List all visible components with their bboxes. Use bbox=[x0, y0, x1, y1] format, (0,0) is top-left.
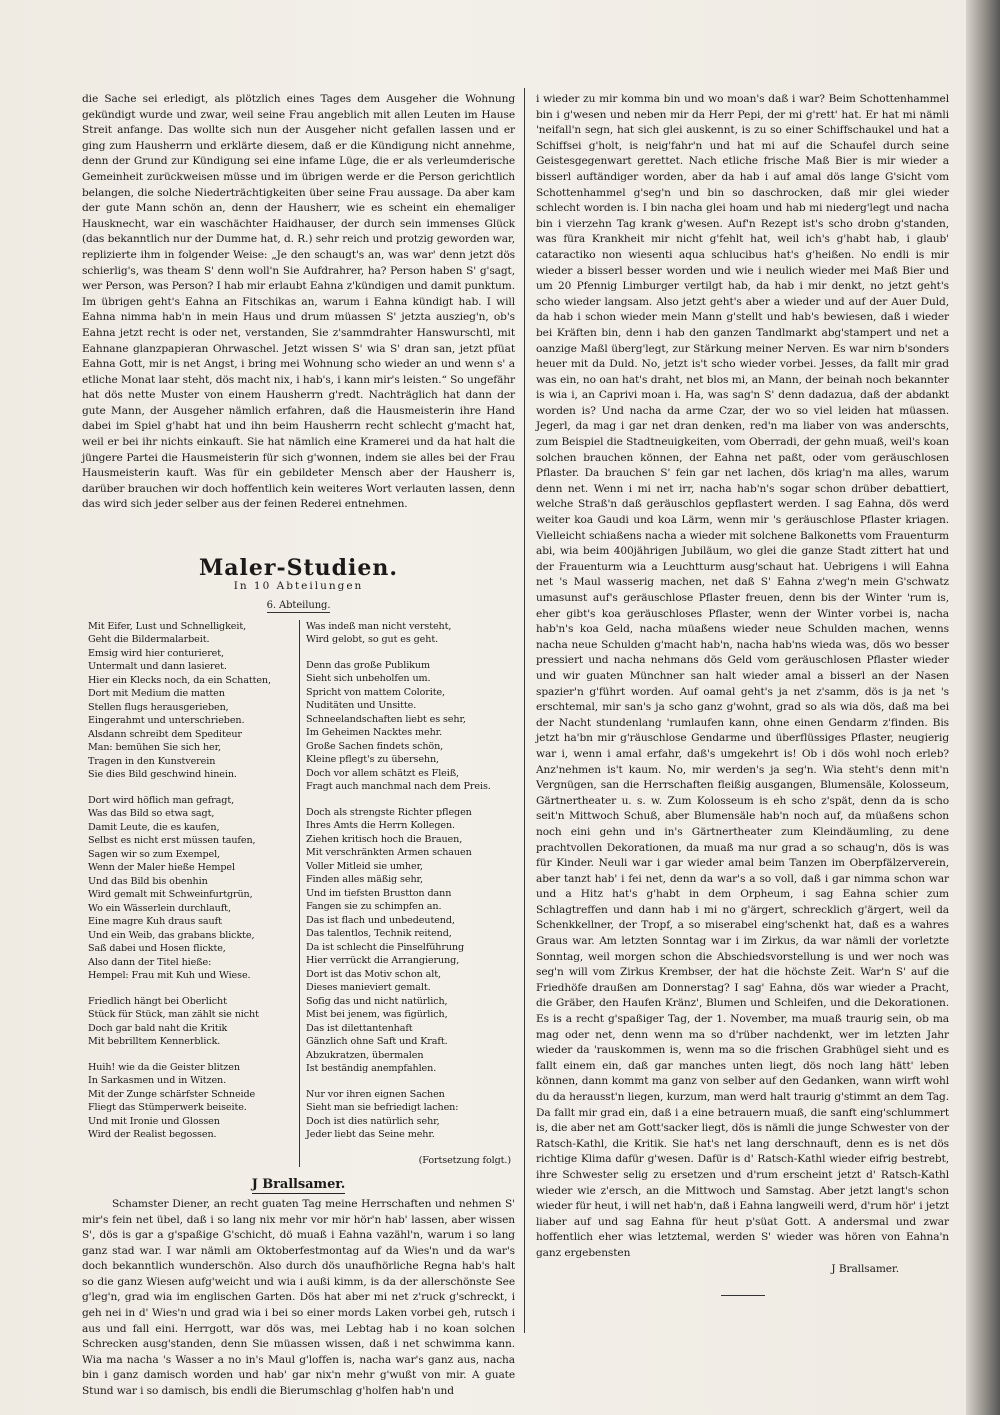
poem-line: Ist beständig anempfahlen. bbox=[306, 1063, 437, 1075]
poem-line: Da ist schlecht die Pinselführung bbox=[306, 941, 465, 953]
poem-line: Also dann der Titel hieße: bbox=[88, 956, 212, 968]
poem-line: Das talentlos, Technik reitend, bbox=[306, 928, 452, 940]
poem-line: Hier ein Klecks noch, da ein Schatten, bbox=[88, 674, 271, 686]
poem-line: Hempel: Frau mit Kuh und Wiese. bbox=[88, 970, 251, 982]
stanza bbox=[88, 1061, 293, 1142]
poem-line: Dort wird höflich man gefragt, bbox=[88, 794, 235, 806]
poem-line: Stück für Stück, man zählt sie nicht bbox=[88, 1009, 259, 1021]
poem-line: Fangen sie zu schimpfen an. bbox=[306, 901, 442, 913]
poem-line: Tragen in den Kunstverein bbox=[88, 755, 216, 767]
poem-line: Das ist dilettantenhaft bbox=[306, 1022, 413, 1034]
poem-line: Doch gar bald naht die Kritik bbox=[88, 1022, 228, 1034]
poem-line: Nur vor ihren eignen Sachen bbox=[306, 1088, 445, 1100]
left-column bbox=[82, 92, 515, 1400]
poem-line: Friedlich hängt bei Oberlicht bbox=[88, 995, 227, 1007]
stanza bbox=[306, 806, 511, 1076]
continuation-note: (Fortsetzung folgt.) bbox=[418, 1154, 511, 1166]
poem-line: Im Geheimen Nacktes mehr. bbox=[306, 727, 443, 739]
poem-line: Untermalt und dann lasieret. bbox=[88, 661, 227, 673]
poem-line: Große Sachen findets schön, bbox=[306, 740, 444, 752]
poem-line: Sofig das und nicht natürlich, bbox=[306, 995, 448, 1007]
poem-line: Ziehen kritisch hoch die Brauen, bbox=[306, 833, 463, 845]
poem-line: Das ist flach und unbedeutend, bbox=[306, 914, 455, 926]
section-subtitle: In 10 Abteilungen bbox=[233, 579, 364, 592]
poem-line: Was das Bild so etwa sagt, bbox=[88, 808, 215, 820]
poem-line: Emsig wird hier conturieret, bbox=[88, 647, 224, 659]
stanza bbox=[306, 659, 511, 794]
poem-line: Wo ein Wässerlein durchlauft, bbox=[88, 902, 231, 914]
poem-line: Und mit Ironie und Glossen bbox=[88, 1115, 220, 1127]
poem-line: Dort mit Medium die matten bbox=[88, 688, 225, 700]
poem-line: In Sarkasmen und in Witzen. bbox=[88, 1075, 227, 1087]
poem-line: Und im tiefsten Brustton dann bbox=[306, 887, 452, 899]
column-divider bbox=[524, 88, 525, 1333]
right-column bbox=[536, 92, 949, 1296]
poem-line: Kleine pflegt's zu übersehn, bbox=[306, 754, 440, 766]
right-paragraph-1: i wieder zu mir komma bin und wo moan's daß i war? Beim Schottenhammel bin i g'wesen und neben mir da Herr Pepi, der mi g'rett' hat. Er hat mi nämli 'neifall'n segn, hat sich glei auskennt, is zu so einer Schiffschaukel und hat a Schiffsei g'holt, is neig'fahr'n und hat mi auf die Schaufel durch seine Geistesgegenwart gerettet. Nach etliche frische Maß Bier is mir wieder a bisserl auftändiger worden, aber da hab i auf amal dös lange G'sicht vom Schottenhammel g'seg'n und bin so daschrocken, daß mir glei wieder schlecht worden is. I bin nacha glei hoam und hab mi niederg'legt und nacha bin i vierzehn Tag krank g'wesen. Auf'n Rezept ist's scho drobn g'standen, was füra Krankheit mir nicht g'fehlt hat, weil ich's g'habt hab, i glaub' cataractiko non wiesenti aqua schlucibus hat's g'heißen. No endli is mir wieder a bisserl besser worden und wie i neulich wieder mei Maß Bier und um 20 Pfennig Limburger vertilgt hab, da hab i mir denkt, no jetzt geht's scho wieder langsam. Also jetzt geht's aber a wieder und auf der Auer Duld, da hab i schon wieder mein Mann g'stellt und hab's bewiesen, daß i wieder bei Kräften bin, denn i hab den ganzen Tandlmarkt abg'stampert und net a oanzige Maßl überg'legt, zur Stärkung meiner Nerven. Es war nirn b'sonders heuer mit da Duld. No, jetzt is't scho wieder vorbei. Jesses, da fallt mir grad was ein, no oan hat's draht, net blos mi, an Mann, der beinah noch bekannter is wia i, an Caprivi moan i. Ha, was sag'n S' denn dadazua, daß der abdankt worden is? Und nacha da arme Czar, der wo so viel leiden hat müassen. Jegerl, da mag i gar net dran denken, red'n ma liaber von was anderschts, zum Beispiel die Stadtneuigkeiten, vom Oberradi, der gehn muaß, weil's koan solchen brauchen können, der Eahna net paßt, oder vom geräuschlosen Pflaster. Da brauchen S' fein gar net lachen, dös kriag'n ma alles, warum denn net. Wenn i mi net irr, nacha hab'n's sogar schon drüber debattiert, welche Straß'n daß geräuschlos gepflastert werden. I sag Eahna, dös werd weiter koa Gaudi und koa Lärm, wenn mir 's geräuschlose Pflaster kriagen. Vielleicht schiaßens nacha a wieder mit solchene Balkonetts vom Frauenturm abi, wia beim 400jährigen Jubiläum, wo glei die ganze Stadt zittert hat und der Frauenturm wia a Leuchtturm ausg'schaut hat. Uebrigens i will Eahna net 's Maul wasserig machen, net daß S' Eahna z'weg'n mein G'schwatz umasunst auf's geräuschlose Pflaster freuen, denn bis der Winter 'rum is, eher gibt's koa geräuschloses Pflaster, wenn der Winter vorbei is, nacha hab'n's koa Geld, nacha müaßens wieder neue Schulden machen, wenns nacha neue Schulden g'macht hab'n, nacha hab'ns wieda was, dös wo besser pressiert und nacha nehmans dös Geld vom geräuschlosen Pflaster wieder und wir guaten Münchner san halt wieder amal a bisserl an der Nasen spazier'n g'führt worden. Auf oamal geht's ja net z'samm, dös is ja net 's erschtemal, mir san's ja scho ganz g'wohnt, grad so als wia dös, daß ma bei der Nacht stundenlang 'rumlaufen kann, ohne einen Gendarm z'finden. Bis jetzt ha'bn mir g'räuschlose Gendarme und überflüssiges Pflaster, neugierig war i, wenn i amal erfahr, daß's umgekehrt is! Ob i dös wohl noch erleb? Anz'nehmen is't kaum. No, mir werden's ja seg'n. Wia steht's denn mit'n Vergnügen, san die Herrschaften fleißig ausgangen, Blumensäle, Kolosseum, Gärtnertheater u. s. w. Zum Kolosseum is eh scho z'spät, denn da is scho seit'n Mittwoch Schuß, aber Blumensäle hab'n noch auf, da müaßens schon noch eini gehn und in's Gärtnertheater zum Kleindäumling, zu dene prachtvollen Dekorationen, da muaß ma nur grad a so schaug'n, dös is was für Kinder. Neuli war i gar wieder amal beim Tanzen im Oberpfälzerverein, aber tanzt hab' i fei net, denn da war's a so voll, daß i gar nimma schon war und a Hitz hat's g'habt in dem Orpheum, i sag Eahna schier zum Schlagtreffen und dann hab i mi no g'ärgert, schrecklich g'ärgert, weil da Schenkkellner, der Tropf, a so miserabel eing'schenkt hat, daß es a wahres Graus war. Am letzten Sonntag war i im Zirkus, da war nämli der vorletzte Sonntag, weil morgen schon die Abschiedsvorstellung is und wer noch was seg'n will vom Zirkus Krembser, der hat die höchste Zeit. War'n S' auf die Friedhöfe draußen am Donnerstag? I sag' Eahna, dös war wieder a Pracht, die Gräber, den Haufen Kränz', Blumen und Schleifen, und die Dekorationen. Es is a recht g'spaßiger Tag, der 1. November, ma muaß traurig sein, ob ma mag oder net, denn wenn ma so d'rüber nachdenkt, wer im letzten Jahr wieder da 'rauskommen is, wenn ma so die frischen Grabhügel sieht und es fallt einem ein, daß gar manches unten liegt, dös noch lang hätt' leben können, dann kommt ma ganz von selber auf den Gedanken, wann wirft wohl du da herausst'n liegen, kurzum, man werd halt traurig g'stimmt an dem Tag. Da fallt mir grad ein, daß i a eine betrauern muaß, die sanft eing'schlummert is, die aber net am Gott'sacker liegt, dös is nämli die junge Schwester von der Ratsch-Kathl, die Kritik. Sie hat's net lang derschnauft, denn es is net dös richtige Klima dafür g'wesen. Dafür is d' Ratsch-Kathl wieder eifrig bestrebt, ihre Schwester selig zu ersetzen und d'rum erscheint jetzt d' Ratsch-Kathl wieder wie z'ersch, an die Mittwoch und Samstag. Aber jetzt langt's schon wieder für heut, i will net hab'n, daß i Eahna langweili werd, d'rum hör' i jetzt liaber auf und sag Eahna für heut p'süat Gott. A andersmal und zwar hoffentlich eher wias letztemal, werden S' wieder was hören von Eahna'n ganz ergebensten bbox=[536, 93, 949, 1259]
poem-line: Abzukratzen, übermalen bbox=[306, 1049, 424, 1061]
stanza bbox=[306, 620, 511, 647]
poem-line: Sieht man sie befriedigt lachen: bbox=[306, 1102, 459, 1114]
poem-line: Jeder liebt das Seine mehr. bbox=[306, 1129, 435, 1141]
poem-line: Doch ist dies natürlich sehr, bbox=[306, 1115, 440, 1127]
poem bbox=[82, 620, 515, 1168]
stanza bbox=[88, 995, 293, 1049]
poem-line: Dieses manieviert gemalt. bbox=[306, 982, 431, 994]
end-rule bbox=[721, 1295, 765, 1296]
poem-line: Huih! wie da die Geister blitzen bbox=[88, 1061, 240, 1073]
column-title bbox=[82, 1177, 515, 1193]
poem-line: Finden alles mäßig sehr, bbox=[306, 874, 423, 886]
poem-line: Mit bebrilltem Kennerblick. bbox=[88, 1036, 221, 1048]
poem-line: Schneelandschaften liebt es sehr, bbox=[306, 713, 466, 725]
poem-line: Mit verschränkten Armen schauen bbox=[306, 847, 472, 859]
poem-line: Wird gelobt, so gut es geht. bbox=[306, 634, 439, 646]
signature: J Brallsamer. bbox=[831, 1262, 899, 1275]
poem-line: Sie dies Bild geschwind hinein. bbox=[88, 769, 237, 781]
poem-line: Stellen flugs herausgerieben, bbox=[88, 701, 229, 713]
section-title: Maler-Studien. bbox=[198, 555, 399, 582]
poem-line: Fliegt das Stümperwerk beiseite. bbox=[88, 1102, 247, 1114]
poem-left-column bbox=[82, 620, 293, 1168]
poem-line: Sieht sich unbeholfen um. bbox=[306, 673, 431, 685]
poem-line: Alsdann schreibt dem Spediteur bbox=[88, 728, 242, 740]
stanza bbox=[306, 1088, 511, 1142]
column-title-text: J Brallsamer. bbox=[251, 1177, 346, 1193]
poem-line: Wenn der Maler hieße Hempel bbox=[88, 862, 235, 874]
poem-line: Geht die Bildermalarbeit. bbox=[88, 634, 210, 646]
poem-line: Wird gemalt mit Schweinfurtgrün, bbox=[88, 889, 253, 901]
poem-line: Wird der Realist begossen. bbox=[88, 1129, 217, 1141]
poem-line: Voller Mitleid sie umher, bbox=[306, 860, 423, 872]
poem-line: Fragt auch manchmal nach dem Preis. bbox=[306, 781, 491, 793]
section-part-label: 6. Abteilung. bbox=[266, 600, 331, 612]
left-paragraph-2: Schamster Diener, an recht guaten Tag meine Herrschaften und nehmen S' mir's fein net übel, daß i so lang nix mehr vor mir hör'n hab' lassen, aber wissen S', dös is gar a g'spaßige G'schicht, dö muaß i Eahna vazähl'n, warum i so lang ganz stad war. I war nämli am Oktoberfestmontag auf da Wies'n und da war's doch bekanntlich wunderschön. Also durch dös unaufhörliche Regna hab's halt so die ganz Wiesen aufg'weicht und wia i außi kimm, is da der allerschönste See g'leg'n, grad wia im englischen Garten. Dös hat aber mi net z'ruck g'schreckt, i geh nei in d' Wies'n und grad wia i bei so einer mords Laken vorbei geh, rutsch i aus und fall eini. Herrgott, war dös was, mei Lebtag hab i no koan solchen Schrecken ausg'standen, denn Sie müassen wissen, daß i net schwimma kann. Wia ma nacha 's Wasser a no in's Maul g'loffen is, nacha war's ganz aus, nacha bin i ganz damisch worden und hab' gar nix'n mehr g'wußt von mir. A guate Stund war i so damisch, bis endli die Bierumschlag g'holfen hab'n und bbox=[82, 1197, 515, 1398]
poem-line: Ihres Amts die Herrn Kollegen. bbox=[306, 820, 455, 832]
stanza bbox=[88, 794, 293, 983]
poem-line: Und ein Weib, das grabans blickte, bbox=[88, 929, 255, 941]
poem-line: Mist bei jenem, was figürlich, bbox=[306, 1009, 448, 1021]
poem-line: Sagen wir so zum Exempel, bbox=[88, 848, 221, 860]
poem-line: Dort ist das Motiv schon alt, bbox=[306, 968, 441, 980]
poem-line: Eine magre Kuh draus sauft bbox=[88, 916, 222, 928]
poem-line: Gänzlich ohne Saft und Kraft. bbox=[306, 1036, 448, 1048]
page-binding-edge bbox=[966, 0, 1000, 1415]
poem-line: Saß dabei und Hosen flickte, bbox=[88, 943, 226, 955]
poem-line: Doch als strengste Richter pflegen bbox=[306, 806, 472, 818]
poem-line: Denn das große Publikum bbox=[306, 659, 430, 671]
poem-line: Man: bemühen Sie sich her, bbox=[88, 742, 221, 754]
poem-line: Mit der Zunge schärfster Schneide bbox=[88, 1088, 256, 1100]
poem-line: Selbst es nicht erst müssen taufen, bbox=[88, 835, 256, 847]
poem-line: Hier verrückt die Arrangierung, bbox=[306, 955, 460, 967]
section-part bbox=[82, 598, 515, 614]
poem-line: Mit Eifer, Lust und Schnelligkeit, bbox=[88, 620, 247, 632]
left-paragraph-1: die Sache sei erledigt, als plötzlich eines Tages dem Ausgeher die Wohnung gekündigt wurde und zwar, weil seine Frau angeblich mit allen Leuten im Hause Streit anfange. Das wollte sich nun der Ausgeher nicht gefallen lassen und er ging zum Hausherrn und erklärte diesem, daß er die Kündigung nicht annehme, denn der Grund zur Kündigung sei eine infame Lüge, die er als verleumderische Gemeinheit zurückweisen müsse und im übrigen werde er die Person gerichtlich belangen, die solche Niederträchtigkeiten über seine Frau aussage. Da aber kam der gute Mann schön an, denn der Hausherr, wie es scheint ein ehemaliger Hausknecht, war ein waschächter Haidhauser, der durch sein immenses Glück (das bekanntlich nur der Dumme hat, d. R.) sehr reich und protzig geworden war, replizierte ihm in folgender Weise: „Je den schaugt's an, was war' denn jetzt dös schierlig's, was theam S' denn woll'n Sie Aufdrahrer, ha? Person haben S' g'sagt, wer Person, was Person? I hab mir erlaubt Eahna z'kündigen und damit punktum. Im übrigen geht's Eahna an Fitschikas an, warum i Eahna kündigt hab. I will Eahna nimma hab'n in mein Haus und drum müassen S' jetzta auszieg'n, ob's Eahna jetzt recht is oder net, verstanden, Sie z'sammdrahter Hanswurschtl, mit Eahnane glanzpapieran Ohrwaschel. Jetzt wissen S' wia S' dran san, jetzt pfüat Eahna Gott, mir is net Angst, i bring mei Wohnung scho wieder an und wenn s' a etliche Monat laar steht, dös macht nix, i hab's, i kann mir's leisten.“ So ungefähr hat dös nette Muster von einem Hausherrn g'redt. Nachträglich hat dann der gute Mann, der Ausgeher nämlich erfahren, daß die Hausmeisterin ihre Hand dabei im Spiel g'habt hat und ihn beim Hausherrn recht schlecht g'macht hat, weil er bei ihr nichts einkauft. Sie hat nämlich eine Kramerei und da hat halt die jüngere Partei die Hausmeisterin für sich g'wonnen, indem sie alles bei der Frau Hausmeisterin kauft. Was für ein gebildeter Mensch aber der Hausherr is, darüber brauchen wir doch hoffentlich kein weiteres Wort verlauten lassen, denn das wird sich jeder selber aus der feinen Rederei entnehmen. bbox=[82, 93, 515, 511]
poem-right-column bbox=[299, 620, 511, 1168]
poem-line: Nuditäten und Unsitte. bbox=[306, 700, 417, 712]
poem-line: Eingerahmt und unterschrieben. bbox=[88, 715, 245, 727]
poem-line: Doch vor allem schätzt es Fleiß, bbox=[306, 767, 459, 779]
poem-line: Spricht von mattem Colorite, bbox=[306, 686, 445, 698]
stanza bbox=[88, 620, 293, 782]
poem-line: Und das Bild bis obenhin bbox=[88, 875, 208, 887]
poem-line: Was indeß man nicht versteht, bbox=[306, 620, 452, 632]
poem-line: Damit Leute, die es kaufen, bbox=[88, 821, 220, 833]
